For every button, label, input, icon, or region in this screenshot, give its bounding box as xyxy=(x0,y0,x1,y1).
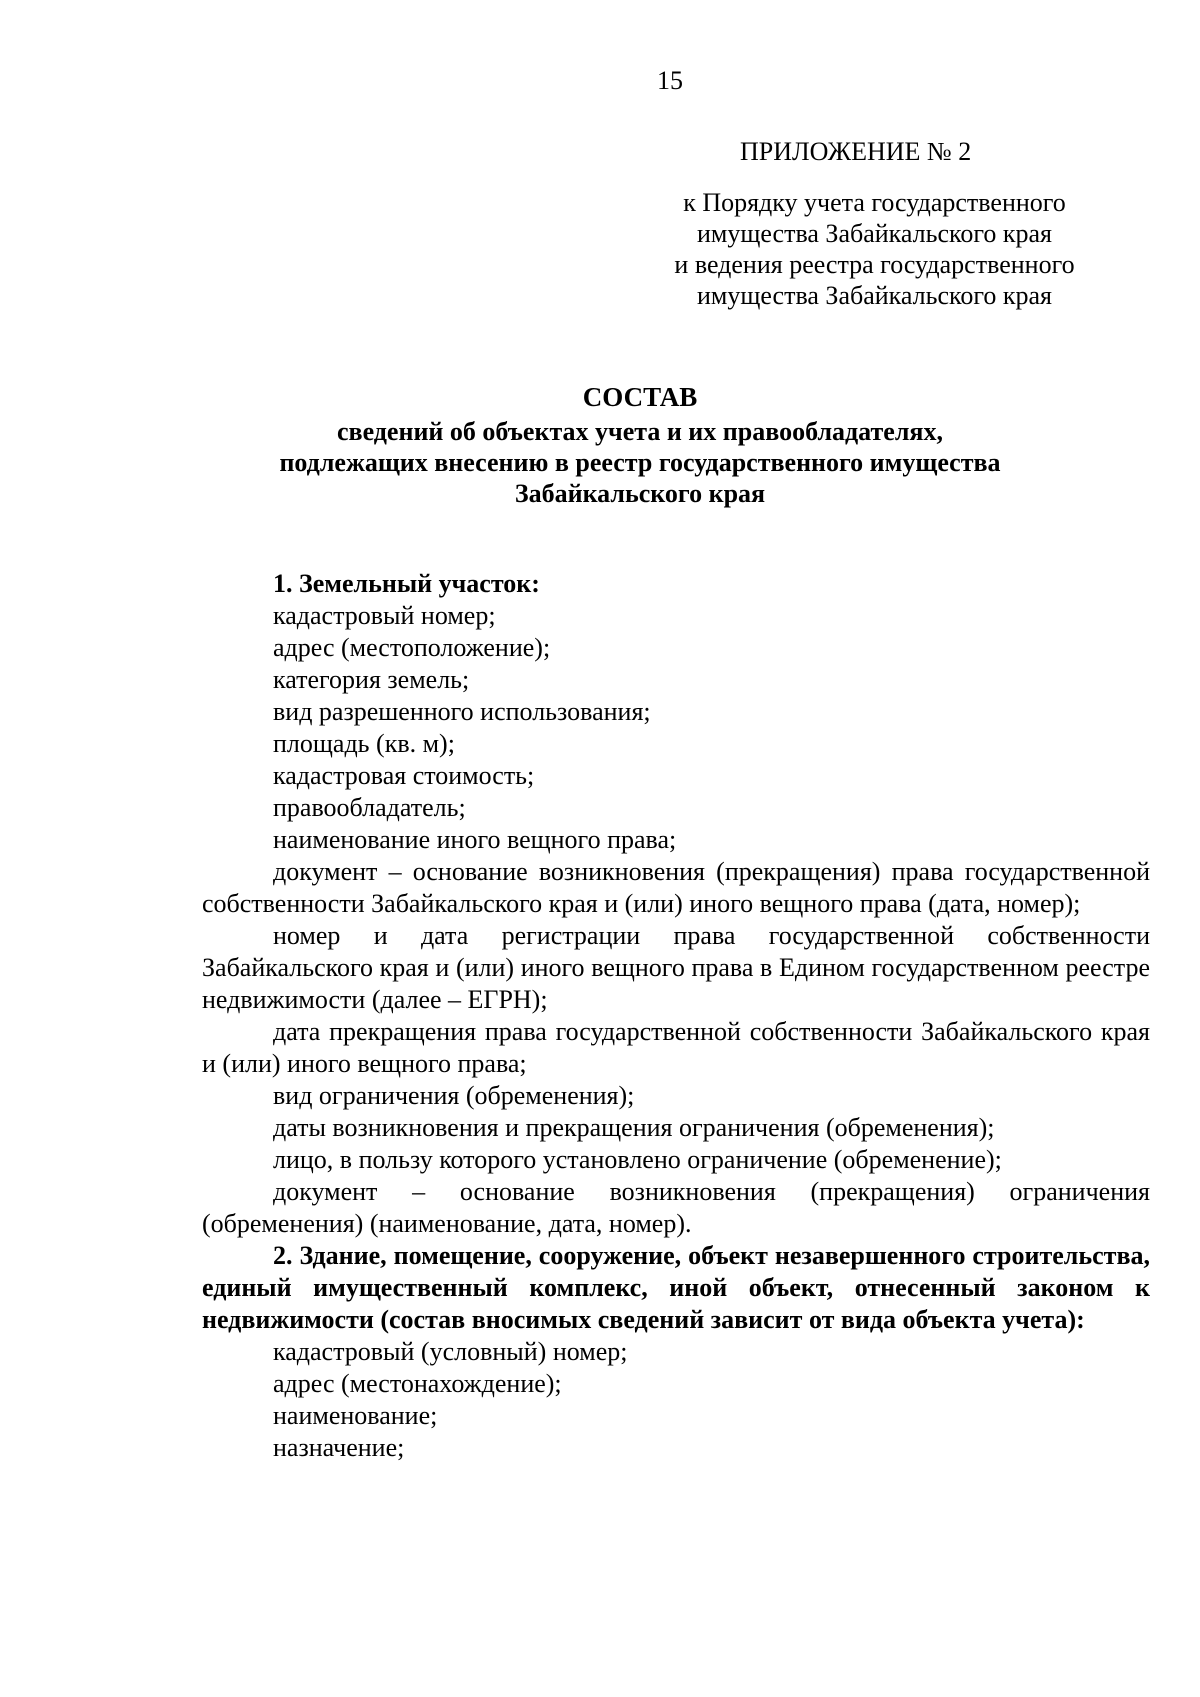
section1-item: адрес (местоположение); xyxy=(273,633,551,662)
attachment-line: к Порядку учета государственного xyxy=(683,188,1066,217)
section1-item: лицо, в пользу которого установлено ограничение (обременение); xyxy=(273,1145,1002,1174)
section1-title: 1. Земельный участок: xyxy=(273,569,540,598)
page-number: 15 xyxy=(657,66,683,95)
section1-item: кадастровая стоимость; xyxy=(273,761,535,790)
section1-item: документ – основание возникновения (прекращения) права государственной собственности Забайкальского края и (или) иного вещного права (дата, номер); xyxy=(202,857,1150,918)
section1-item: даты возникновения и прекращения ограничения (обременения); xyxy=(273,1113,995,1142)
attachment-line: имущества Забайкальского края xyxy=(696,281,1053,310)
section1-item: категория земель; xyxy=(273,665,470,694)
section2-item: назначение; xyxy=(273,1433,405,1462)
document-heading xyxy=(200,382,1080,509)
section2-item: адрес (местонахождение); xyxy=(273,1369,562,1398)
section2-item: наименование; xyxy=(273,1401,438,1430)
document-body xyxy=(202,568,1150,1464)
section2-title: 2. Здание, помещение, сооружение, объект незавершенного строительства, единый имущественный комплекс, иной объект, отнесенный законом к недвижимости (состав вносимых сведений зависит от вида объекта учета): xyxy=(202,1241,1150,1334)
section1-item: кадастровый номер; xyxy=(273,601,496,630)
attachment-title: ПРИЛОЖЕНИЕ № 2 xyxy=(740,137,972,166)
section1-item: вид ограничения (обременения); xyxy=(273,1081,635,1110)
section1-item: наименование иного вещного права; xyxy=(273,825,677,854)
attachment-line: имущества Забайкальского края xyxy=(696,219,1053,248)
heading-line: сведений об объектах учета и их правообладателях, xyxy=(337,417,943,446)
section1-item: номер и дата регистрации права государственной собственности Забайкальского края и (или) иного вещного права в Едином государственном реестре недвижимости (далее – ЕГРН); xyxy=(202,921,1150,1014)
section1-item: правообладатель; xyxy=(273,793,466,822)
section1-item: вид разрешенного использования; xyxy=(273,697,651,726)
section1-item: дата прекращения права государственной собственности Забайкальского края и (или) иного вещного права; xyxy=(202,1017,1150,1078)
heading-line: подлежащих внесению в реестр государственного имущества xyxy=(279,448,1001,477)
attachment-line: и ведения реестра государственного xyxy=(674,250,1075,279)
section2-item: кадастровый (условный) номер; xyxy=(273,1337,628,1366)
section1-item: площадь (кв. м); xyxy=(273,729,455,758)
heading-main: СОСТАВ xyxy=(582,382,698,412)
attachment-block xyxy=(632,187,1117,311)
heading-line: Забайкальского края xyxy=(514,479,766,508)
section1-item: документ – основание возникновения (прекращения) ограничения (обременения) (наименование, дата, номер). xyxy=(202,1177,1150,1238)
